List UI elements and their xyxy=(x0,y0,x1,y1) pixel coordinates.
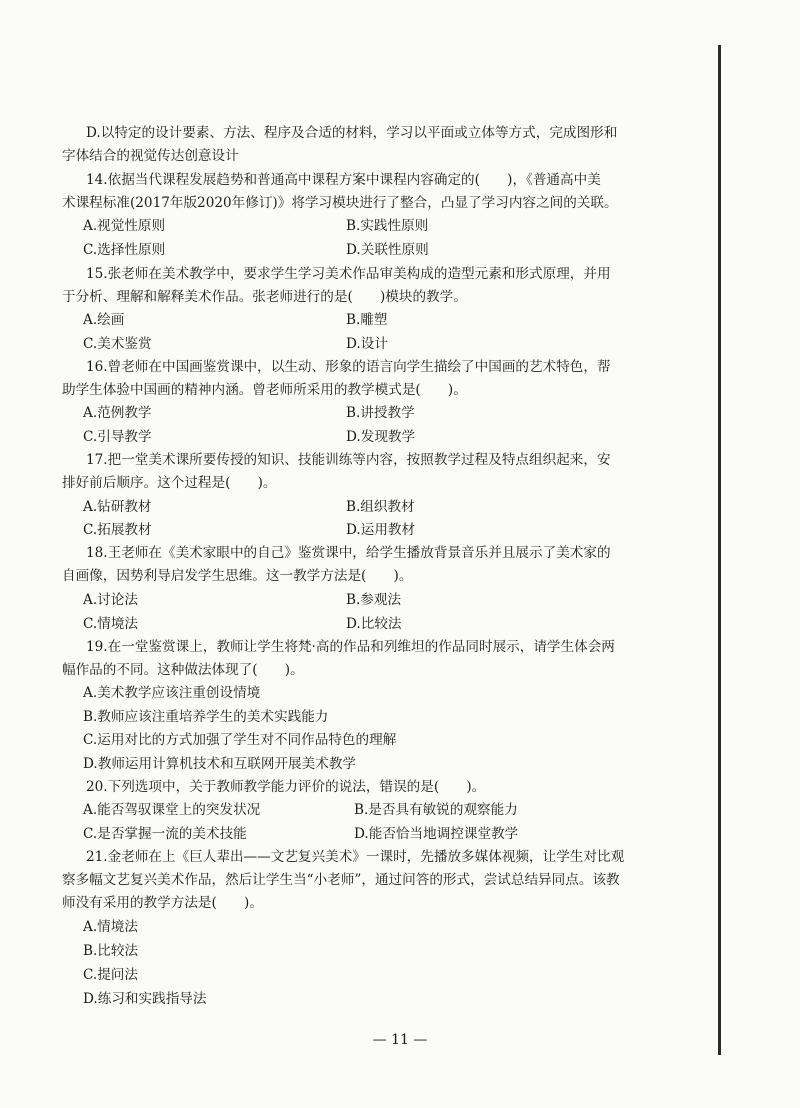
q17-option-c: C.拓展教材 xyxy=(83,522,152,538)
q20-option-a: A.能否驾驭课堂上的突发状况 xyxy=(83,802,261,818)
q21-option-d: D.练习和实践指导法 xyxy=(83,991,207,1007)
q21-option-a: A.情境法 xyxy=(83,919,138,935)
q15-stem-line2: 于分析、理解和解释美术作品。张老师进行的是( )模块的教学。 xyxy=(62,289,467,305)
q15-option-d: D.设计 xyxy=(346,336,388,352)
q14-option-c: C.选择性原则 xyxy=(83,242,166,258)
q18-option-d: D.比较法 xyxy=(346,616,402,632)
q13-option-d-line2: 字体结合的视觉传达创意设计 xyxy=(62,148,239,164)
q19-stem-line2: 幅作品的不同。这种做法体现了( )。 xyxy=(62,662,304,678)
q21-option-c: C.提问法 xyxy=(83,967,139,983)
q14-option-b: B.实践性原则 xyxy=(346,218,429,234)
q19-stem-line1: 19.在一堂鉴赏课上，教师让学生将梵·高的作品和列维坦的作品同时展示，请学生体会两 xyxy=(86,639,615,655)
q13-option-d-line1: D.以特定的设计要素、方法、程序及合适的材料，学习以平面或立体等方式，完成图形和 xyxy=(86,125,618,141)
q17-stem-line2: 排好前后顺序。这个过程是( )。 xyxy=(62,475,277,491)
q19-option-d: D.教师运用计算机技术和互联网开展美术教学 xyxy=(83,756,357,772)
q17-stem-line1: 17.把一堂美术课所要传授的知识、技能训练等内容，按照教学过程及特点组织起来，安 xyxy=(86,452,611,468)
q21-stem-line1: 21.金老师在上《巨人辈出——文艺复兴美术》一课时，先播放多媒体视频，让学生对比观 xyxy=(86,849,625,865)
q15-stem-line1: 15.张老师在美术教学中，要求学生学习美术作品审美构成的造型元素和形式原理，并用 xyxy=(86,266,611,282)
q16-option-a: A.范例教学 xyxy=(83,405,152,421)
q14-stem-line2: 术课程标准(2017年版2020年修订)》将学习模块进行了整合，凸显了学习内容之间的关联。 xyxy=(62,195,618,211)
q19-option-b: B.教师应该注重培养学生的美术实践能力 xyxy=(83,709,329,725)
q19-option-c: C.运用对比的方式加强了学生对不同作品特色的理解 xyxy=(83,732,397,748)
q14-stem-line1: 14.依据当代课程发展趋势和普通高中课程方案中课程内容确定的( )，《普通高中美 xyxy=(86,172,601,188)
q18-option-c: C.情境法 xyxy=(83,616,139,632)
q20-option-d: D.能否恰当地调控课堂教学 xyxy=(354,826,519,842)
q16-option-b: B.讲授教学 xyxy=(346,405,415,421)
page-number: — 11 — xyxy=(372,1032,428,1048)
q16-stem-line1: 16.曾老师在中国画鉴赏课中，以生动、形象的语言向学生描绘了中国画的艺术特色，帮 xyxy=(86,359,611,375)
q16-option-c: C.引导教学 xyxy=(83,429,152,445)
q15-option-b: B.雕塑 xyxy=(346,312,388,328)
q15-option-c: C.美术鉴赏 xyxy=(83,336,152,352)
q20-option-b: B.是否具有敏锐的观察能力 xyxy=(354,802,518,818)
q16-option-d: D.发现教学 xyxy=(346,429,416,445)
q17-option-d: D.运用教材 xyxy=(346,522,416,538)
q21-stem-line2: 察多幅文艺复兴美术作品，然后让学生当“小老师”，通过问答的形式，尝试总结异同点。该教 xyxy=(62,872,620,888)
q21-option-b: B.比较法 xyxy=(83,943,139,959)
q16-stem-line2: 助学生体验中国画的精神内涵。曾老师所采用的教学模式是( )。 xyxy=(62,382,467,398)
q15-option-a: A.绘画 xyxy=(83,312,125,328)
q18-stem-line2: 自画像，因势利导启发学生思维。这一教学方法是( )。 xyxy=(62,568,413,584)
q17-option-b: B.组织教材 xyxy=(346,499,415,515)
q20-stem-line1: 20.下列选项中，关于教师教学能力评价的说法，错误的是( )。 xyxy=(86,779,486,795)
binding-edge-line xyxy=(718,45,721,1055)
q19-option-a: A.美术教学应该注重创设情境 xyxy=(83,685,261,701)
q20-option-c: C.是否掌握一流的美术技能 xyxy=(83,826,247,842)
q14-option-a: A.视觉性原则 xyxy=(83,218,166,234)
q18-option-a: A.讨论法 xyxy=(83,592,138,608)
q18-option-b: B.参观法 xyxy=(346,592,402,608)
q14-option-d: D.关联性原则 xyxy=(346,242,429,258)
q21-stem-line3: 师没有采用的教学方法是( )。 xyxy=(62,895,263,911)
q17-option-a: A.钻研教材 xyxy=(83,499,152,515)
q18-stem-line1: 18.王老师在《美术家眼中的自己》鉴赏课中，给学生播放背景音乐并且展示了美术家的 xyxy=(86,545,611,561)
